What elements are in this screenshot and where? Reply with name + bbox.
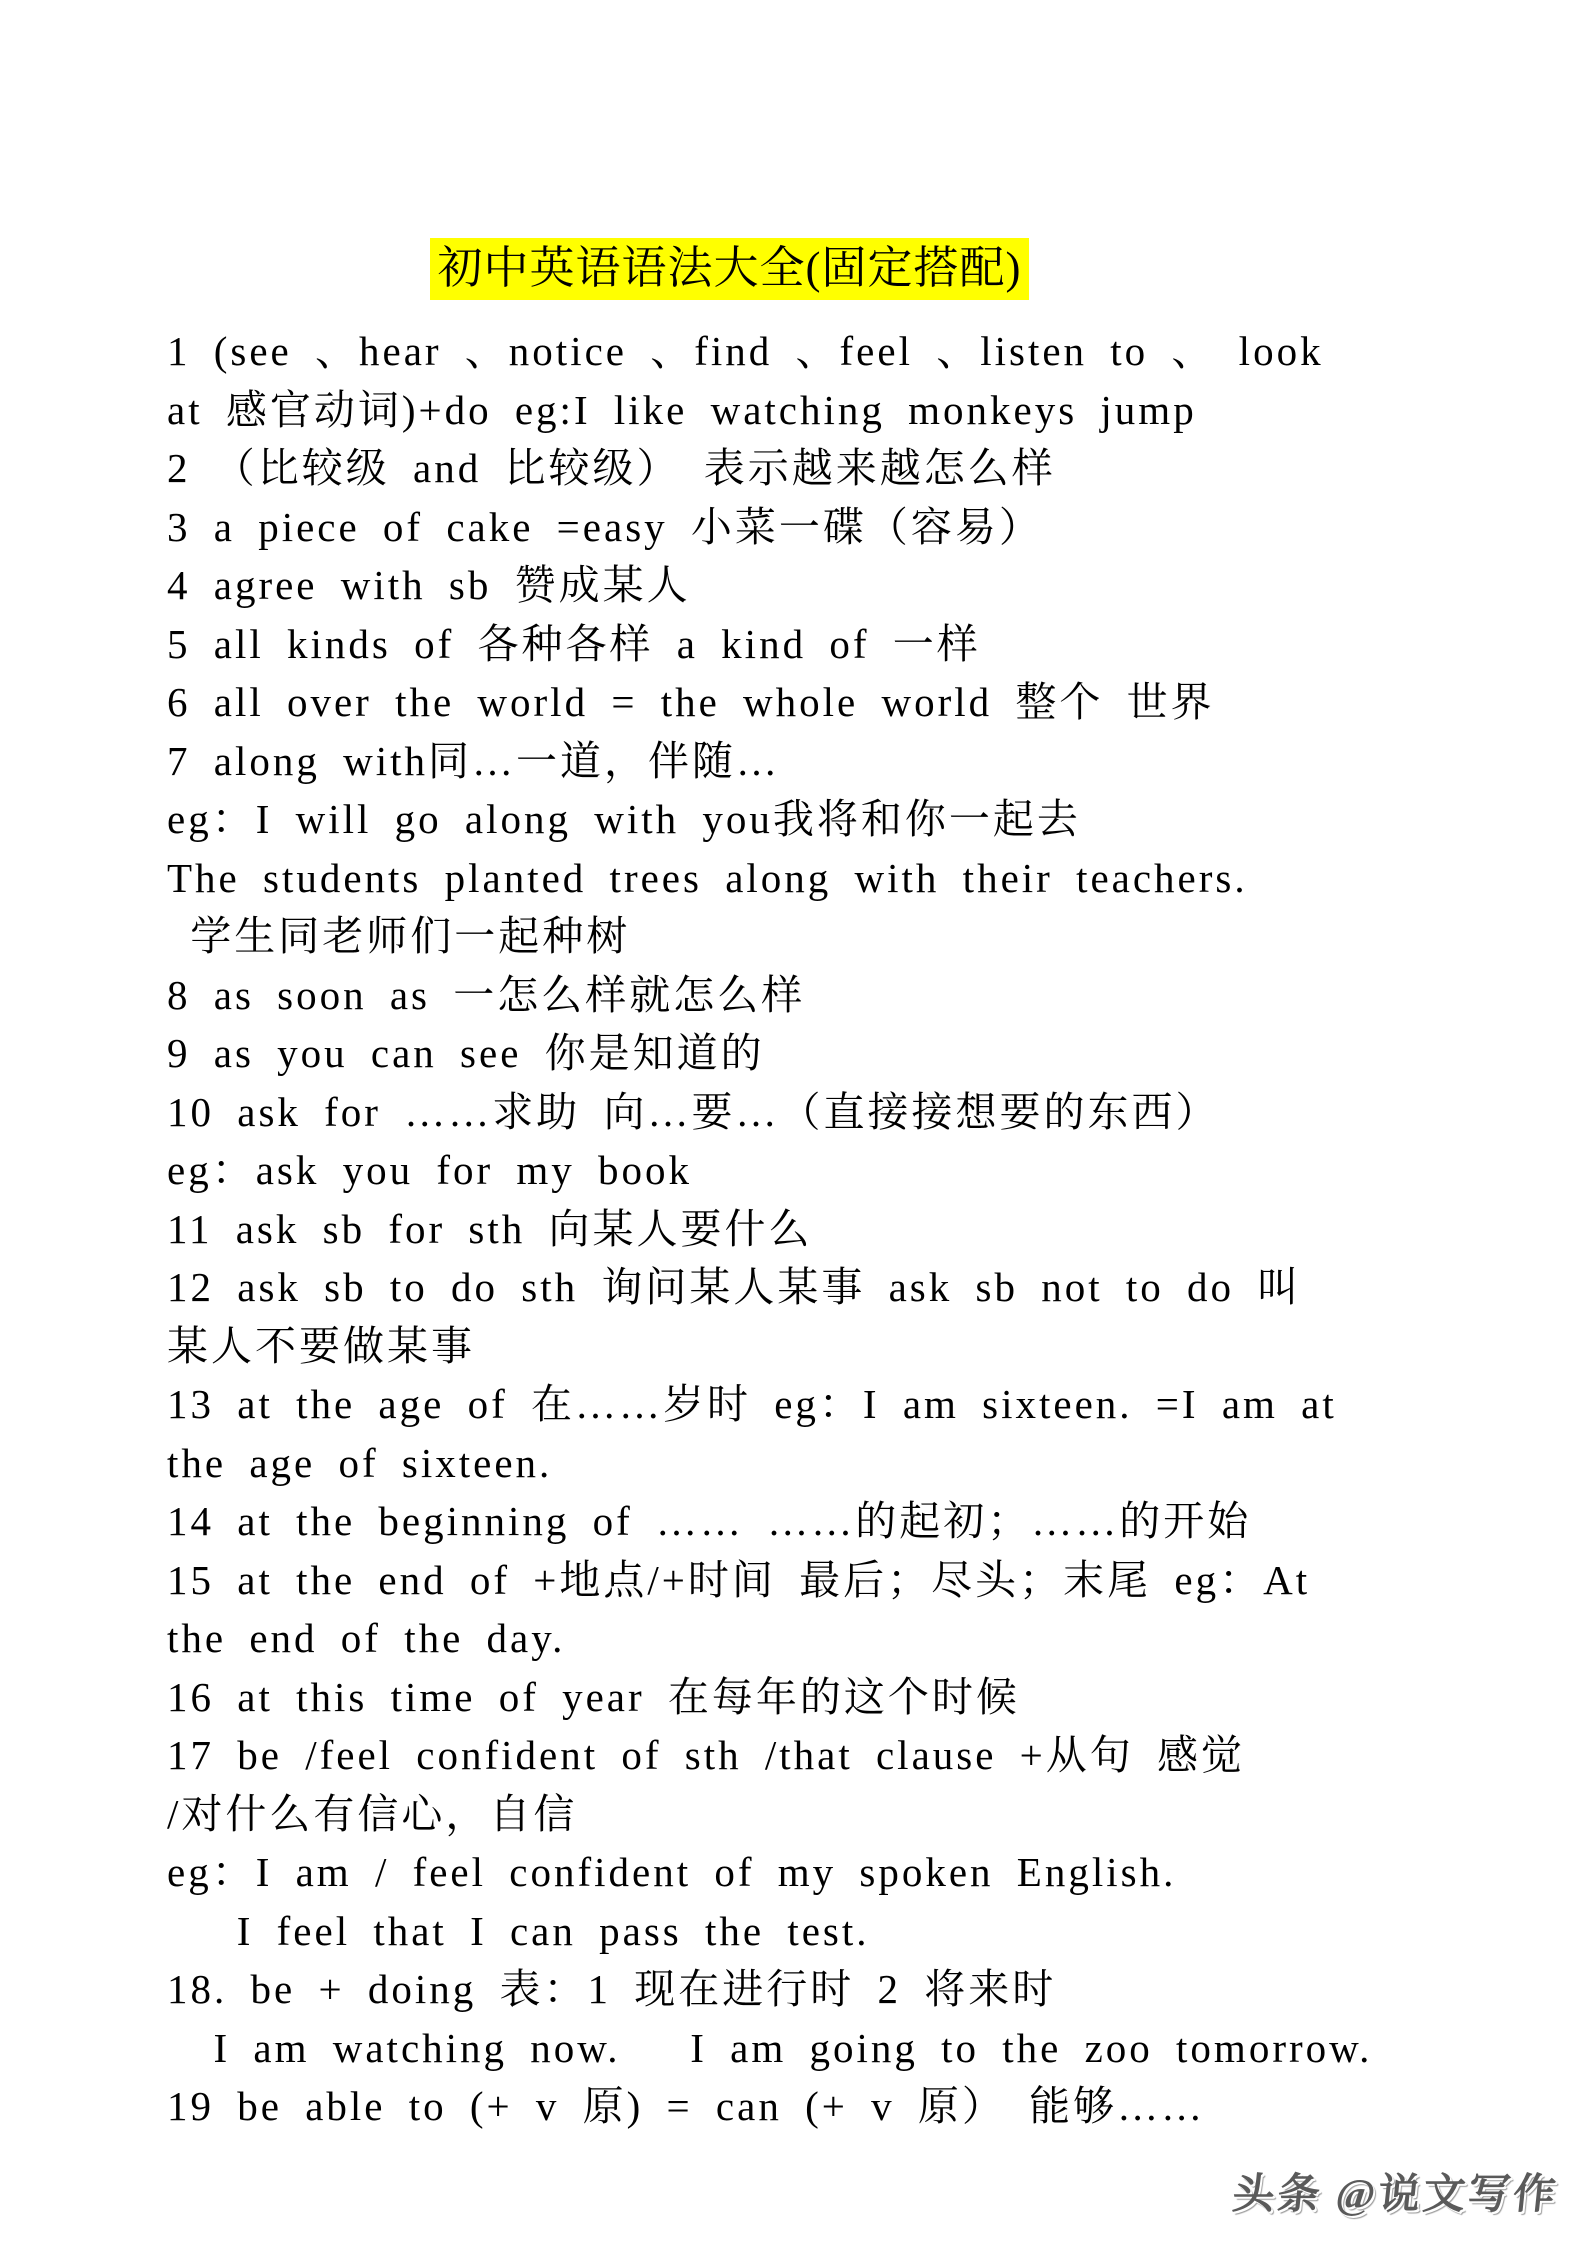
text-line: 5 all kinds of 各种各样 a kind of 一样	[167, 620, 981, 667]
text-line: 14 at the beginning of …… ……的起初；……的开始	[167, 1498, 1252, 1544]
text-line: 6 all over the world = the whole world 整个 世界	[167, 679, 1215, 725]
text-line: 7 along with同…一道，伴随…	[167, 737, 780, 784]
text-line: 15 at the end of +地点/+时间 最后；尽头；末尾 eg：At	[167, 1556, 1311, 1603]
text-line: 8 as soon as 一怎么样就怎么样	[167, 971, 806, 1018]
text-line: eg：ask you for my book	[167, 1147, 693, 1193]
text-line: 9 as you can see 你是知道的	[167, 1030, 765, 1076]
text-line: 10 ask for ……求助 向…要…（直接接想要的东西）	[167, 1088, 1220, 1135]
watermark: 头条 @说文写作	[1230, 2172, 1561, 2218]
title-row	[97, 238, 1362, 310]
text-line: I am watching now. I am going to the zoo tomorrow.	[167, 2024, 1373, 2071]
text-line: 学生同老师们一起种树	[167, 913, 631, 959]
text-line: 某人不要做某事	[167, 1322, 475, 1369]
text-line: 12 ask sb to do sth 询问某人某事 ask sb not to do 叫	[167, 1264, 1302, 1310]
page-title: 初中英语语法大全(固定搭配)	[430, 238, 1030, 300]
text-line: 16 at this time of year 在每年的这个时候	[167, 1673, 1020, 1720]
text-line: the age of sixteen.	[167, 1439, 553, 1486]
text-line: 13 at the age of 在……岁时 eg：I am sixteen. =I am at	[167, 1381, 1337, 1427]
text-line: the end of the day.	[167, 1615, 566, 1661]
text-line: eg：I will go along with you我将和你一起去	[167, 796, 1081, 842]
text-line: I feel that I can pass the test.	[167, 1907, 870, 1954]
text-line: 1 (see 、hear 、notice 、find 、feel 、listen to 、 look	[167, 328, 1324, 374]
text-line: 17 be /feel confident of sth /that clause +从句 感觉	[167, 1732, 1246, 1778]
text-line: 11 ask sb for sth 向某人要什么	[167, 1205, 813, 1252]
text-line: at 感官动词)+do eg:I like watching monkeys jump	[167, 386, 1197, 433]
document-body	[167, 322, 1432, 2136]
text-line: 18. be + doing 表：1 现在进行时 2 将来时	[167, 1966, 1057, 2012]
text-line: eg：I am / feel confident of my spoken English.	[167, 1849, 1177, 1895]
text-line: 4 agree with sb 赞成某人	[167, 562, 691, 608]
text-line: 2 （比较级 and 比较级） 表示越来越怎么样	[167, 445, 1056, 491]
text-line: 19 be able to (+ v 原) = can (+ v 原） 能够……	[167, 2083, 1206, 2129]
text-line: The students planted trees along with their teachers.	[167, 854, 1248, 901]
text-line: /对什么有信心，自信	[167, 1790, 578, 1837]
text-line: 3 a piece of cake =easy 小菜一碟（容易）	[167, 503, 1043, 550]
